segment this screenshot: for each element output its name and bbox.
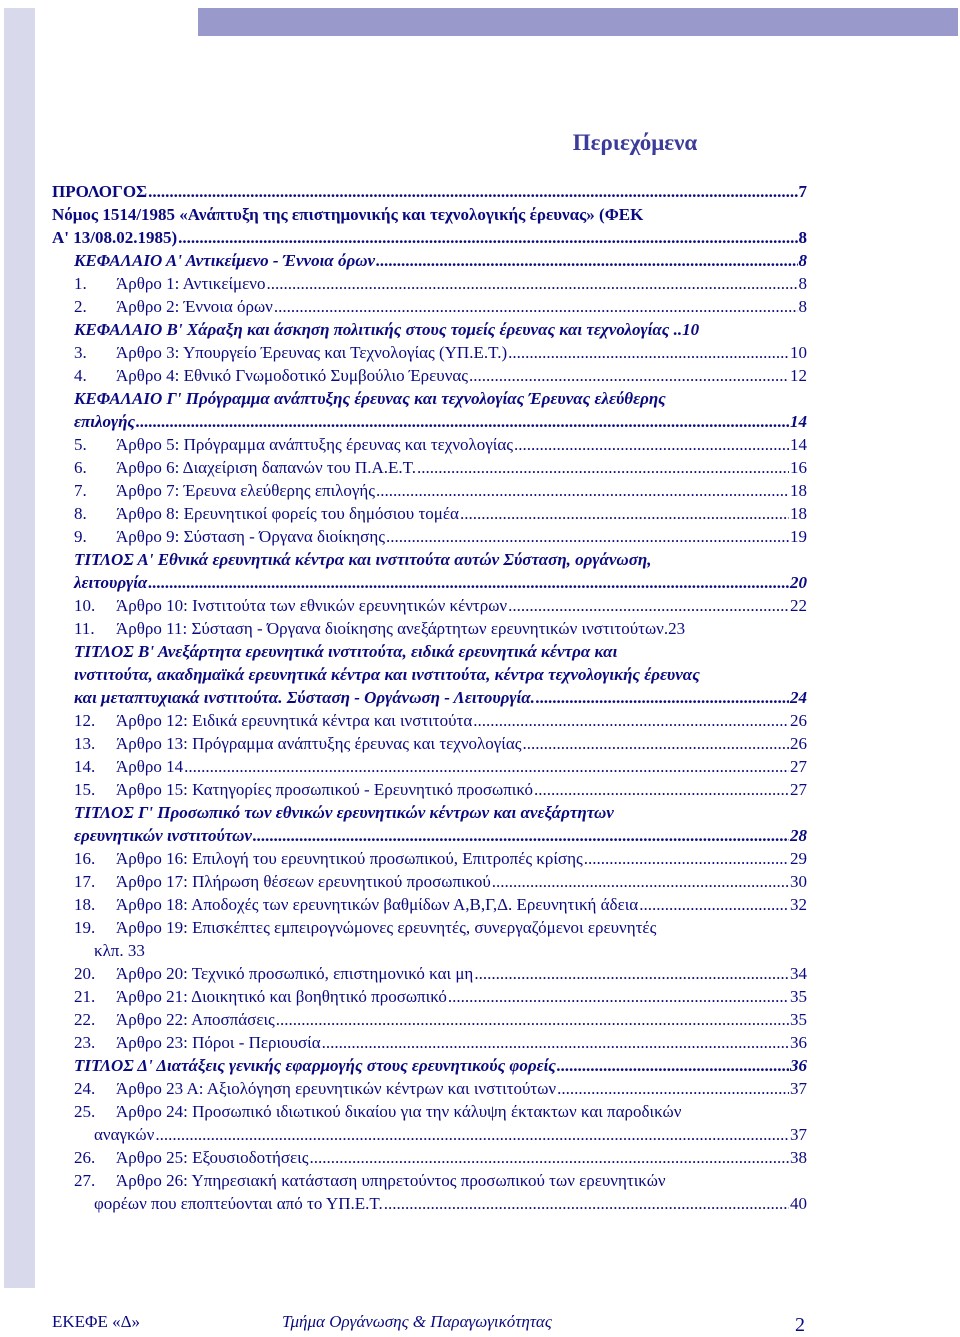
dot-leader <box>508 594 789 617</box>
toc-entry-text: Άρθρο 9: Σύσταση - Όργανα διοίκησης <box>116 527 385 546</box>
toc-entry[interactable] <box>52 318 807 341</box>
toc-entry[interactable] <box>52 295 807 318</box>
toc-entry-text: Άρθρο 4: Εθνικό Γνωμοδοτικό Συμβούλιο Έρευνας <box>116 366 469 385</box>
toc-page-number: 8 <box>798 274 807 293</box>
toc-entry[interactable] <box>52 249 807 272</box>
toc-entry-text: Άρθρο 23: Πόροι - Περιουσία <box>116 1033 321 1052</box>
toc-page-number: 35 <box>790 1010 807 1029</box>
dot-leader <box>276 1008 789 1031</box>
toc-entry[interactable] <box>52 962 807 985</box>
toc-entry-text: Άρθρο 23 Α: Αξιολόγηση ερευνητικών κέντρων και ινστιτούτων <box>116 1079 557 1098</box>
toc-entry-line: ινστιτούτα, ακαδημαϊκά ερευνητικά κέντρα και ινστιτούτα, κέντρα τεχνολογικής έρευνας <box>74 665 700 684</box>
dot-leader <box>376 479 789 502</box>
page-title: Περιεχόμενα <box>572 130 698 155</box>
toc-entry-number: 18. <box>74 895 96 914</box>
toc-page-number: 29 <box>790 849 807 868</box>
toc-entry-line: ΤΙΤΛΟΣ Γ' Προσωπικό των εθνικών ερευνητικών κέντρων και ανεξάρτητων <box>74 803 614 822</box>
toc-entry-number: 5. <box>74 435 87 454</box>
toc-page-number: 35 <box>790 987 807 1006</box>
toc-entry-number: 16. <box>74 849 96 868</box>
toc-entry[interactable] <box>52 1077 807 1100</box>
toc-entry-number: 21. <box>74 987 96 1006</box>
toc-page-number: 22 <box>790 596 807 615</box>
toc-entry-text: Άρθρο 6: Διαχείριση δαπανών του Π.Α.Ε.Τ. <box>116 458 416 477</box>
toc-entry[interactable] <box>52 479 807 502</box>
toc-entry-text: λειτουργία <box>74 573 148 592</box>
footer-department: Τμήμα Οργάνωσης & Παραγωγικότητας <box>282 1312 552 1331</box>
toc-entry-text: Άρθρο 2: Έννοια όρων <box>116 297 273 316</box>
toc-page-number: 32 <box>790 895 807 914</box>
side-bar <box>4 8 35 1288</box>
dot-leader <box>376 249 797 272</box>
toc-entry-number: 23. <box>74 1033 96 1052</box>
toc-page-number: 19 <box>790 527 807 546</box>
toc-page-number: 26 <box>790 711 807 730</box>
toc-entry-number: 19. <box>74 918 96 937</box>
toc-entry[interactable] <box>52 548 807 594</box>
toc-entry[interactable] <box>52 1100 807 1146</box>
toc-entry[interactable] <box>52 732 807 755</box>
toc-entry-number: 22. <box>74 1010 96 1029</box>
toc-page-number: 7 <box>798 182 807 201</box>
toc-entry[interactable] <box>52 985 807 1008</box>
toc-entry[interactable] <box>52 640 807 709</box>
toc-entry[interactable] <box>52 1008 807 1031</box>
toc-page-number: 26 <box>790 734 807 753</box>
dot-leader <box>492 870 789 893</box>
toc-entry-number: 3. <box>74 343 87 362</box>
toc-entry[interactable] <box>52 755 807 778</box>
toc-page-number: 14 <box>790 412 807 431</box>
toc-entry[interactable] <box>52 1054 807 1077</box>
dot-leader <box>148 571 789 594</box>
toc-entry[interactable] <box>52 456 807 479</box>
toc-entry-number: 12. <box>74 711 96 730</box>
toc-entry-number: 25. <box>74 1102 96 1121</box>
toc-entry-text: Άρθρο 8: Ερευνητικοί φορείς του δημόσιου τομέα <box>116 504 459 523</box>
toc-entry-line: ΤΙΤΛΟΣ Β' Ανεξάρτητα ερευνητικά ινστιτούτα, ειδικά ερευνητικά κέντρα και <box>74 642 618 661</box>
toc-page-number: 18 <box>790 481 807 500</box>
toc-entry-number: 1. <box>74 274 87 293</box>
toc-entry[interactable] <box>52 1031 807 1054</box>
toc-entry[interactable] <box>52 502 807 525</box>
toc-entry-text: ερευνητικών ινστιτούτων <box>74 826 252 845</box>
dot-leader <box>514 433 789 456</box>
toc-page-number: 38 <box>790 1148 807 1167</box>
toc-entry-number: 2. <box>74 297 87 316</box>
toc-entry-text: ΚΕΦΑΛΑΙΟ Β' Χάραξη και άσκηση πολιτικής στους τομείς έρευνας και τεχνολογίας .. <box>74 320 683 339</box>
toc-entry-text: Άρθρο 26: Υπηρεσιακή κατάσταση υπηρετούντος προσωπικού των ερευνητικών <box>116 1171 666 1190</box>
toc-entry[interactable] <box>52 341 807 364</box>
toc-entry[interactable] <box>52 709 807 732</box>
toc-entry-text: Άρθρο 24: Προσωπικό ιδιωτικού δικαίου για την κάλυψη έκτακτων και παροδικών <box>116 1102 682 1121</box>
toc-page-number: 8 <box>798 297 807 316</box>
toc-page-number: 40 <box>790 1194 807 1213</box>
toc-entry-text: Άρθρο 17: Πλήρωση θέσεων ερευνητικού προσωπικού <box>116 872 491 891</box>
toc-entry-text: ΠΡΟΛΟΓΟΣ <box>52 182 148 201</box>
toc-page-number: 24 <box>790 688 807 707</box>
dot-leader <box>136 410 789 433</box>
toc-page-number: 34 <box>790 964 807 983</box>
toc-entry[interactable] <box>52 870 807 893</box>
toc-entry-number: 13. <box>74 734 96 753</box>
toc-page-number: 37 <box>790 1079 807 1098</box>
toc-page-number: 18 <box>790 504 807 523</box>
footer-organization: ΕΚΕΦΕ «Δ» <box>52 1312 141 1331</box>
dot-leader <box>469 364 789 387</box>
toc-entry-text: Άρθρο 16: Επιλογή του ερευνητικού προσωπικού, Επιτροπές κρίσης <box>116 849 583 868</box>
toc-entry-number: 20. <box>74 964 96 983</box>
toc-page-number: 27 <box>790 780 807 799</box>
toc-page-number: 8 <box>798 228 807 247</box>
toc-entry-text: Άρθρο 1: Αντικείμενο <box>116 274 266 293</box>
toc-entry-text: Άρθρο 19: Επισκέπτες εμπειρογνώμονες ερευνητές, συνεργαζόμενοι ερευνητές <box>116 918 657 937</box>
toc-page-number: 10 <box>682 320 700 339</box>
toc-page-number: 28 <box>790 826 807 845</box>
dot-leader <box>557 1054 789 1077</box>
toc-entry-line: ΤΙΤΛΟΣ Α' Εθνικά ερευνητικά κέντρα και ινστιτούτα αυτών Σύσταση, οργάνωση, <box>74 550 652 569</box>
dot-leader <box>474 962 789 985</box>
toc-entry[interactable] <box>52 364 807 387</box>
toc-entry[interactable] <box>52 916 807 962</box>
dot-leader <box>639 893 789 916</box>
dot-leader <box>417 456 789 479</box>
toc-entry-text: επιλογής <box>74 412 136 431</box>
toc-entry-number: 11. <box>74 619 95 638</box>
toc-entry[interactable] <box>52 893 807 916</box>
toc-entry-number: 26. <box>74 1148 96 1167</box>
toc-entry-number: 24. <box>74 1079 96 1098</box>
toc-page-number: 36 <box>790 1033 807 1052</box>
dot-leader <box>386 525 789 548</box>
toc-page-number: 12 <box>790 366 807 385</box>
dot-leader <box>448 985 789 1008</box>
toc-page-number: 14 <box>790 435 807 454</box>
toc-entry-text: ΚΕΦΑΛΑΙΟ Α' Αντικείμενο - Έννοια όρων <box>74 251 376 270</box>
toc-page-number: 27 <box>790 757 807 776</box>
toc-entry[interactable] <box>52 272 807 295</box>
toc-entry[interactable] <box>52 525 807 548</box>
toc-entry-number: 10. <box>74 596 96 615</box>
toc-entry-text: Άρθρο 15: Κατηγορίες προσωπικού - Ερευνητικό προσωπικό <box>116 780 534 799</box>
toc-page-number: 36 <box>790 1056 807 1075</box>
toc-entry-text: Άρθρο 11: Σύσταση - Όργανα διοίκησης ανεξάρτητων ερευνητικών ινστιτούτων. <box>116 619 669 638</box>
toc-entry-text: Άρθρο 13: Πρόγραμμα ανάπτυξης έρευνας και τεχνολογίας <box>116 734 522 753</box>
toc-entry-line <box>74 1169 807 1192</box>
dot-leader <box>148 180 797 203</box>
dot-leader <box>267 272 798 295</box>
toc-entry-number: 7. <box>74 481 87 500</box>
toc-entry-text: κλπ. 33 <box>94 941 145 960</box>
toc-entry-line <box>74 916 807 939</box>
toc-entry-number: 27. <box>74 1171 96 1190</box>
toc-entry-text: Α' 13/08.02.1985) <box>52 228 178 247</box>
dot-leader <box>534 778 789 801</box>
toc-entry[interactable] <box>52 617 807 640</box>
toc-entry[interactable] <box>52 180 807 203</box>
toc-entry-text: Άρθρο 12: Ειδικά ερευνητικά κέντρα και ινστιτούτα <box>116 711 473 730</box>
toc-entry[interactable] <box>52 594 807 617</box>
toc-page-number: 16 <box>790 458 807 477</box>
toc-entry-number: 4. <box>74 366 87 385</box>
dot-leader <box>384 1192 789 1215</box>
toc-entry-number: 15. <box>74 780 96 799</box>
toc-entry[interactable] <box>52 387 807 433</box>
toc-entry[interactable] <box>52 778 807 801</box>
toc-entry-text: φορέων που εποπτεύονται από το ΥΠ.Ε.Τ. <box>94 1194 383 1213</box>
toc-entry-text: αναγκών <box>94 1125 155 1144</box>
toc-page-number: 20 <box>790 573 807 592</box>
header-bar <box>198 8 958 36</box>
toc-entry[interactable] <box>52 433 807 456</box>
toc-entry-text: Άρθρο 20: Τεχνικό προσωπικό, επιστημονικό και μη <box>116 964 474 983</box>
dot-leader <box>508 341 789 364</box>
toc-entry-text: Άρθρο 7: Έρευνα ελεύθερης επιλογής <box>116 481 376 500</box>
toc-entry-text: Άρθρο 5: Πρόγραμμα ανάπτυξης έρευνας και τεχνολογίας <box>116 435 514 454</box>
toc-entry-line: Νόμος 1514/1985 «Ανάπτυξη της επιστημονικής και τεχνολογικής έρευνας» (ΦΕΚ <box>52 205 644 224</box>
toc-page-number: 30 <box>790 872 807 891</box>
toc-entry-text: ΤΙΤΛΟΣ Δ' Διατάξεις γενικής εφαρμογής στους ερευνητικούς φορείς <box>74 1056 556 1075</box>
toc-page-number: 37 <box>790 1125 807 1144</box>
dot-leader <box>309 1146 789 1169</box>
toc-entry-line: ΚΕΦΑΛΑΙΟ Γ' Πρόγραμμα ανάπτυξης έρευνας και τεχνολογίας Έρευνας ελεύθερης <box>74 389 666 408</box>
toc-entry-number: 14. <box>74 757 96 776</box>
toc-entry[interactable] <box>52 203 807 249</box>
dot-leader <box>460 502 789 525</box>
toc-entry-text: Άρθρο 22: Αποσπάσεις <box>116 1010 275 1029</box>
dot-leader <box>557 1077 789 1100</box>
dot-leader <box>322 1031 789 1054</box>
toc-entry[interactable] <box>52 801 807 847</box>
dot-leader <box>155 1123 789 1146</box>
dot-leader <box>473 709 789 732</box>
toc-entry-text: Άρθρο 10: Ινστιτούτα των εθνικών ερευνητικών κέντρων <box>116 596 508 615</box>
toc-entry-text: Άρθρο 14 <box>116 757 184 776</box>
dot-leader <box>184 755 789 778</box>
toc-entry-text: Άρθρο 25: Εξουσιοδοτήσεις <box>116 1148 309 1167</box>
toc-page-number: 23 <box>668 619 686 638</box>
toc-entry-number: 8. <box>74 504 87 523</box>
toc-entry[interactable] <box>52 1169 807 1215</box>
toc-entry[interactable] <box>52 1146 807 1169</box>
toc-entry-text: Άρθρο 21: Διοικητικό και βοηθητικό προσωπικό <box>116 987 447 1006</box>
toc-entry-text: και μεταπτυχιακά ινστιτούτα. Σύσταση - Οργάνωση - Λειτουργία. <box>74 688 535 707</box>
toc-entry-text: Άρθρο 3: Υπουργείο Έρευνας και Τεχνολογίας (ΥΠ.Ε.Τ.) <box>116 343 508 362</box>
toc-page-number: 8 <box>798 251 807 270</box>
toc-entry[interactable] <box>52 847 807 870</box>
toc-entry-number: 17. <box>74 872 96 891</box>
dot-leader <box>274 295 798 318</box>
toc-entry-number: 6. <box>74 458 87 477</box>
toc-page-number: 10 <box>790 343 807 362</box>
page-number: 2 <box>795 1314 805 1336</box>
dot-leader <box>178 226 797 249</box>
table-of-contents <box>52 180 807 1215</box>
toc-entry-line <box>74 1100 807 1123</box>
toc-entry-number: 9. <box>74 527 87 546</box>
dot-leader <box>523 732 789 755</box>
toc-entry-text: Άρθρο 18: Αποδοχές των ερευνητικών βαθμίδων Α,Β,Γ,Δ. Ερευνητική άδεια <box>116 895 639 914</box>
dot-leader <box>584 847 789 870</box>
dot-leader <box>253 824 789 847</box>
dot-leader <box>536 686 789 709</box>
